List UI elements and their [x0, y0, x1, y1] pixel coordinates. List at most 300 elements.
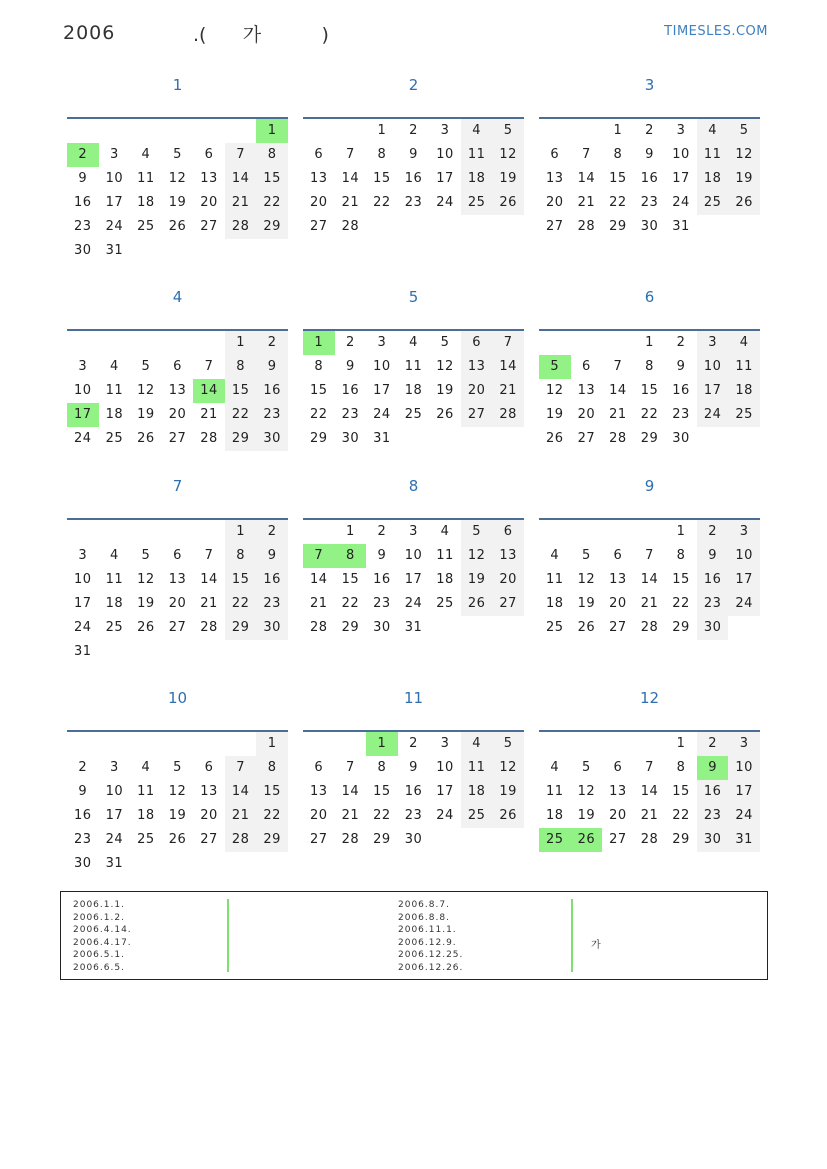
day-cell: 3 — [440, 736, 450, 751]
legend-marker-left — [227, 899, 229, 972]
day-cell: 3 — [109, 147, 119, 162]
empty-cell — [99, 119, 131, 143]
day-cell: 22 — [373, 195, 391, 210]
day-cell: 4 — [550, 548, 560, 563]
day-cell: 29 — [341, 620, 360, 635]
week-row — [67, 640, 288, 664]
day-cell: 2 — [345, 335, 355, 350]
day-cell: 16 — [74, 195, 92, 210]
month-grid — [303, 730, 524, 852]
day-cell: 8 — [676, 548, 686, 563]
day-cell: 7 — [303, 544, 335, 568]
week-row — [303, 191, 524, 215]
day-cell: 6 — [173, 548, 182, 563]
day-cell: 7 — [613, 359, 623, 374]
day-cell: 28 — [609, 431, 627, 446]
day-cell: 25 — [461, 804, 493, 828]
day-cell: 6 — [550, 147, 560, 162]
day-cell: 9 — [256, 544, 288, 568]
day-cell: 10 — [436, 147, 454, 162]
week-row — [539, 215, 760, 239]
day-cell: 8 — [314, 359, 324, 374]
day-cell: 5 — [141, 548, 151, 563]
empty-cell — [539, 331, 571, 355]
day-cell: 7 — [225, 143, 257, 167]
day-cell: 21 — [310, 596, 328, 611]
day-cell: 18 — [461, 167, 493, 191]
day-cell: 3 — [78, 359, 88, 374]
week-row — [67, 191, 288, 215]
day-cell: 18 — [697, 167, 729, 191]
empty-cell — [602, 331, 634, 355]
month-title: 9 — [644, 477, 655, 495]
day-cell: 23 — [404, 195, 423, 210]
week-row — [539, 143, 760, 167]
day-cell: 19 — [577, 596, 596, 611]
week-row — [539, 119, 760, 143]
day-cell: 12 — [577, 784, 596, 799]
day-cell: 17 — [728, 780, 760, 804]
day-cell: 22 — [640, 407, 659, 422]
day-cell: 2 — [78, 760, 88, 775]
day-cell: 25 — [697, 191, 729, 215]
day-cell: 27 — [609, 832, 627, 847]
day-cell: 9 — [345, 359, 355, 374]
day-cell: 5 — [141, 359, 151, 374]
day-cell: 28 — [341, 219, 360, 234]
empty-cell — [256, 239, 288, 263]
day-cell: 28 — [492, 403, 524, 427]
day-cell: 15 — [225, 379, 257, 403]
day-cell: 23 — [74, 219, 92, 234]
empty-cell — [256, 852, 288, 876]
empty-cell — [225, 119, 257, 143]
day-cell: 15 — [256, 780, 288, 804]
day-cell: 10 — [672, 147, 690, 162]
week-row — [303, 732, 524, 756]
day-cell: 29 — [256, 828, 288, 852]
page-header — [63, 18, 768, 48]
day-cell: 3 — [109, 760, 119, 775]
week-row — [67, 804, 288, 828]
week-row — [303, 544, 524, 568]
empty-cell — [162, 520, 194, 544]
day-cell: 9 — [78, 784, 88, 799]
empty-cell — [99, 331, 131, 355]
week-row — [67, 544, 288, 568]
day-cell: 30 — [640, 219, 659, 234]
day-cell: 12 — [137, 572, 155, 587]
week-row — [67, 780, 288, 804]
day-cell: 11 — [546, 784, 564, 799]
week-row — [67, 119, 288, 143]
day-cell: 16 — [373, 572, 391, 587]
day-cell: 18 — [105, 596, 124, 611]
day-cell: 29 — [672, 832, 690, 847]
month-grid — [67, 329, 288, 451]
month-title: 6 — [644, 288, 655, 306]
empty-cell — [130, 732, 162, 756]
day-cell: 3 — [440, 123, 450, 138]
day-cell: 14 — [577, 171, 596, 186]
day-cell: 30 — [341, 431, 360, 446]
day-cell: 2 — [676, 335, 686, 350]
day-cell: 22 — [225, 592, 257, 616]
day-cell: 18 — [137, 808, 155, 823]
week-row — [539, 756, 760, 780]
empty-cell — [461, 828, 493, 852]
week-row — [67, 828, 288, 852]
day-cell: 13 — [609, 572, 627, 587]
day-cell: 25 — [539, 828, 571, 852]
day-cell: 21 — [225, 191, 257, 215]
week-row — [303, 379, 524, 403]
empty-cell — [602, 520, 634, 544]
day-cell: 31 — [373, 431, 391, 446]
day-cell: 6 — [461, 331, 493, 355]
day-cell: 13 — [609, 784, 627, 799]
month-grid — [67, 730, 288, 876]
day-cell: 13 — [310, 784, 328, 799]
month-grid — [303, 117, 524, 239]
day-cell: 19 — [728, 167, 760, 191]
day-cell: 12 — [492, 143, 524, 167]
day-cell: 3 — [728, 732, 760, 756]
day-cell: 30 — [74, 243, 92, 258]
day-cell: 23 — [74, 832, 92, 847]
day-cell: 4 — [728, 331, 760, 355]
week-row — [67, 355, 288, 379]
day-cell: 2 — [645, 123, 654, 138]
day-cell: 7 — [345, 147, 355, 162]
day-cell: 20 — [609, 596, 627, 611]
day-cell: 17 — [672, 171, 690, 186]
legend-date: 2006.1.2. — [73, 912, 125, 923]
week-row — [67, 756, 288, 780]
day-cell: 2 — [409, 123, 418, 138]
empty-cell — [130, 852, 162, 876]
day-cell: 24 — [105, 832, 124, 847]
week-row — [67, 331, 288, 355]
day-cell: 16 — [404, 784, 423, 799]
legend-dates-right — [398, 899, 463, 974]
week-row — [303, 355, 524, 379]
day-cell: 5 — [440, 335, 450, 350]
day-cell: 8 — [676, 760, 686, 775]
day-cell: 21 — [200, 596, 218, 611]
day-cell: 15 — [225, 568, 257, 592]
empty-cell — [225, 852, 257, 876]
empty-cell — [429, 427, 461, 451]
day-cell: 7 — [645, 548, 654, 563]
empty-cell — [162, 119, 194, 143]
month-grid — [303, 518, 524, 640]
day-cell: 18 — [546, 596, 564, 611]
day-cell: 29 — [225, 427, 257, 451]
day-cell: 25 — [137, 832, 155, 847]
day-cell: 29 — [256, 215, 288, 239]
day-cell: 27 — [200, 219, 218, 234]
empty-cell — [539, 732, 571, 756]
day-cell: 18 — [105, 407, 124, 422]
empty-cell — [67, 331, 99, 355]
week-row — [303, 143, 524, 167]
week-row — [539, 616, 760, 640]
day-cell: 9 — [409, 760, 418, 775]
day-cell: 26 — [137, 620, 155, 635]
day-cell: 20 — [200, 195, 218, 210]
day-cell: 19 — [461, 568, 493, 592]
empty-cell — [193, 520, 225, 544]
day-cell: 16 — [256, 379, 288, 403]
week-row — [303, 119, 524, 143]
empty-cell — [225, 640, 257, 664]
day-cell: 1 — [645, 335, 654, 350]
day-cell: 20 — [310, 808, 328, 823]
day-cell: 10 — [74, 383, 92, 398]
week-row — [67, 592, 288, 616]
day-cell: 31 — [105, 243, 124, 258]
day-cell: 31 — [728, 828, 760, 852]
day-cell: 25 — [436, 596, 454, 611]
empty-cell — [571, 331, 603, 355]
day-cell: 2 — [409, 736, 418, 751]
month-title: 8 — [408, 477, 419, 495]
day-cell: 26 — [546, 431, 564, 446]
day-cell: 22 — [225, 403, 257, 427]
day-cell: 6 — [204, 147, 214, 162]
day-cell: 18 — [137, 195, 155, 210]
day-cell: 8 — [256, 143, 288, 167]
empty-cell — [492, 616, 524, 640]
month-grid — [67, 518, 288, 664]
day-cell: 26 — [571, 828, 603, 852]
day-cell: 12 — [461, 544, 493, 568]
day-cell: 4 — [697, 119, 729, 143]
day-cell: 27 — [310, 832, 328, 847]
day-cell: 17 — [105, 808, 124, 823]
day-cell: 15 — [672, 784, 690, 799]
day-cell: 22 — [609, 195, 627, 210]
day-cell: 27 — [461, 403, 493, 427]
day-cell: 19 — [492, 167, 524, 191]
day-cell: 25 — [728, 403, 760, 427]
empty-cell — [130, 239, 162, 263]
empty-cell — [256, 640, 288, 664]
day-cell: 9 — [645, 147, 654, 162]
day-cell: 11 — [697, 143, 729, 167]
day-cell: 7 — [225, 756, 257, 780]
day-cell: 19 — [168, 195, 187, 210]
month-title: 1 — [172, 76, 183, 94]
day-cell: 6 — [314, 760, 324, 775]
day-cell: 14 — [640, 784, 659, 799]
empty-cell — [130, 640, 162, 664]
day-cell: 17 — [67, 403, 99, 427]
day-cell: 27 — [546, 219, 564, 234]
empty-cell — [162, 331, 194, 355]
day-cell: 24 — [105, 219, 124, 234]
day-cell: 3 — [78, 548, 88, 563]
empty-cell — [429, 828, 461, 852]
day-cell: 17 — [404, 572, 423, 587]
week-row — [539, 804, 760, 828]
day-cell: 24 — [74, 431, 92, 446]
day-cell: 14 — [341, 171, 360, 186]
day-cell: 3 — [728, 520, 760, 544]
holiday-legend — [60, 891, 768, 980]
day-cell: 1 — [676, 736, 686, 751]
day-cell: 18 — [436, 572, 454, 587]
day-cell: 2 — [67, 143, 99, 167]
week-row — [539, 379, 760, 403]
day-cell: 15 — [373, 171, 391, 186]
day-cell: 27 — [168, 620, 187, 635]
day-cell: 3 — [697, 331, 729, 355]
day-cell: 26 — [137, 431, 155, 446]
day-cell: 20 — [492, 568, 524, 592]
day-cell: 24 — [697, 403, 729, 427]
day-cell: 23 — [640, 195, 659, 210]
title-text: .( 가 ) — [193, 24, 329, 46]
day-cell: 8 — [613, 147, 623, 162]
day-cell: 14 — [200, 572, 218, 587]
day-cell: 12 — [168, 171, 187, 186]
day-cell: 19 — [492, 780, 524, 804]
day-cell: 22 — [672, 596, 690, 611]
day-cell: 24 — [436, 808, 454, 823]
empty-cell — [162, 239, 194, 263]
empty-cell — [728, 215, 760, 239]
empty-cell — [335, 119, 367, 143]
day-cell: 18 — [461, 780, 493, 804]
day-cell: 18 — [728, 379, 760, 403]
day-cell: 21 — [200, 407, 218, 422]
week-row — [67, 379, 288, 403]
day-cell: 23 — [697, 592, 729, 616]
week-row — [67, 616, 288, 640]
day-cell: 16 — [697, 780, 729, 804]
empty-cell — [162, 852, 194, 876]
week-row — [539, 568, 760, 592]
day-cell: 25 — [546, 620, 564, 635]
day-cell: 5 — [492, 119, 524, 143]
day-cell: 19 — [436, 383, 454, 398]
day-cell: 24 — [728, 804, 760, 828]
day-cell: 26 — [168, 832, 187, 847]
day-cell: 14 — [310, 572, 328, 587]
day-cell: 23 — [373, 596, 391, 611]
day-cell: 25 — [404, 407, 423, 422]
week-row — [539, 355, 760, 379]
week-row — [539, 544, 760, 568]
day-cell: 30 — [697, 828, 729, 852]
day-cell: 13 — [200, 171, 218, 186]
day-cell: 13 — [461, 355, 493, 379]
empty-cell — [634, 520, 666, 544]
day-cell: 16 — [672, 383, 690, 398]
week-row — [539, 592, 760, 616]
week-row — [539, 403, 760, 427]
day-cell: 10 — [105, 171, 124, 186]
day-cell: 1 — [256, 119, 288, 143]
day-cell: 30 — [373, 620, 391, 635]
day-cell: 24 — [373, 407, 391, 422]
day-cell: 26 — [436, 407, 454, 422]
day-cell: 28 — [200, 431, 218, 446]
day-cell: 14 — [492, 355, 524, 379]
day-cell: 4 — [461, 732, 493, 756]
day-cell: 27 — [609, 620, 627, 635]
empty-cell — [429, 616, 461, 640]
empty-cell — [99, 640, 131, 664]
day-cell: 23 — [672, 407, 690, 422]
day-cell: 22 — [256, 804, 288, 828]
day-cell: 31 — [105, 856, 124, 871]
site-link[interactable]: TIMESLES.COM — [664, 24, 768, 39]
day-cell: 24 — [728, 592, 760, 616]
day-cell: 13 — [168, 383, 187, 398]
week-row — [303, 592, 524, 616]
day-cell: 29 — [373, 832, 391, 847]
day-cell: 27 — [310, 219, 328, 234]
day-cell: 8 — [377, 147, 387, 162]
day-cell: 28 — [225, 215, 257, 239]
empty-cell — [130, 119, 162, 143]
day-cell: 12 — [168, 784, 187, 799]
day-cell: 2 — [256, 520, 288, 544]
day-cell: 19 — [137, 407, 155, 422]
day-cell: 11 — [728, 355, 760, 379]
day-cell: 10 — [373, 359, 391, 374]
empty-cell — [193, 640, 225, 664]
day-cell: 24 — [672, 195, 690, 210]
day-cell: 21 — [640, 808, 659, 823]
day-cell: 12 — [728, 143, 760, 167]
empty-cell — [728, 616, 760, 640]
day-cell: 9 — [256, 355, 288, 379]
day-cell: 7 — [345, 760, 355, 775]
day-cell: 4 — [409, 335, 418, 350]
day-cell: 13 — [577, 383, 596, 398]
empty-cell — [571, 520, 603, 544]
day-cell: 15 — [341, 572, 360, 587]
day-cell: 27 — [492, 592, 524, 616]
day-cell: 20 — [200, 808, 218, 823]
title-year: 2006 — [63, 22, 116, 44]
day-cell: 1 — [303, 331, 335, 355]
empty-cell — [130, 520, 162, 544]
day-cell: 13 — [492, 544, 524, 568]
empty-cell — [461, 616, 493, 640]
day-cell: 1 — [676, 524, 686, 539]
day-cell: 17 — [728, 568, 760, 592]
week-row — [67, 143, 288, 167]
day-cell: 10 — [697, 355, 729, 379]
day-cell: 11 — [546, 572, 564, 587]
legend-date: 2006.6.5. — [73, 962, 125, 973]
empty-cell — [571, 119, 603, 143]
day-cell: 8 — [225, 544, 257, 568]
empty-cell — [162, 640, 194, 664]
day-cell: 1 — [256, 732, 288, 756]
day-cell: 21 — [225, 804, 257, 828]
legend-date: 2006.11.1. — [398, 925, 457, 935]
day-cell: 20 — [168, 596, 187, 611]
day-cell: 8 — [645, 359, 654, 374]
day-cell: 3 — [377, 335, 387, 350]
day-cell: 8 — [335, 544, 367, 568]
